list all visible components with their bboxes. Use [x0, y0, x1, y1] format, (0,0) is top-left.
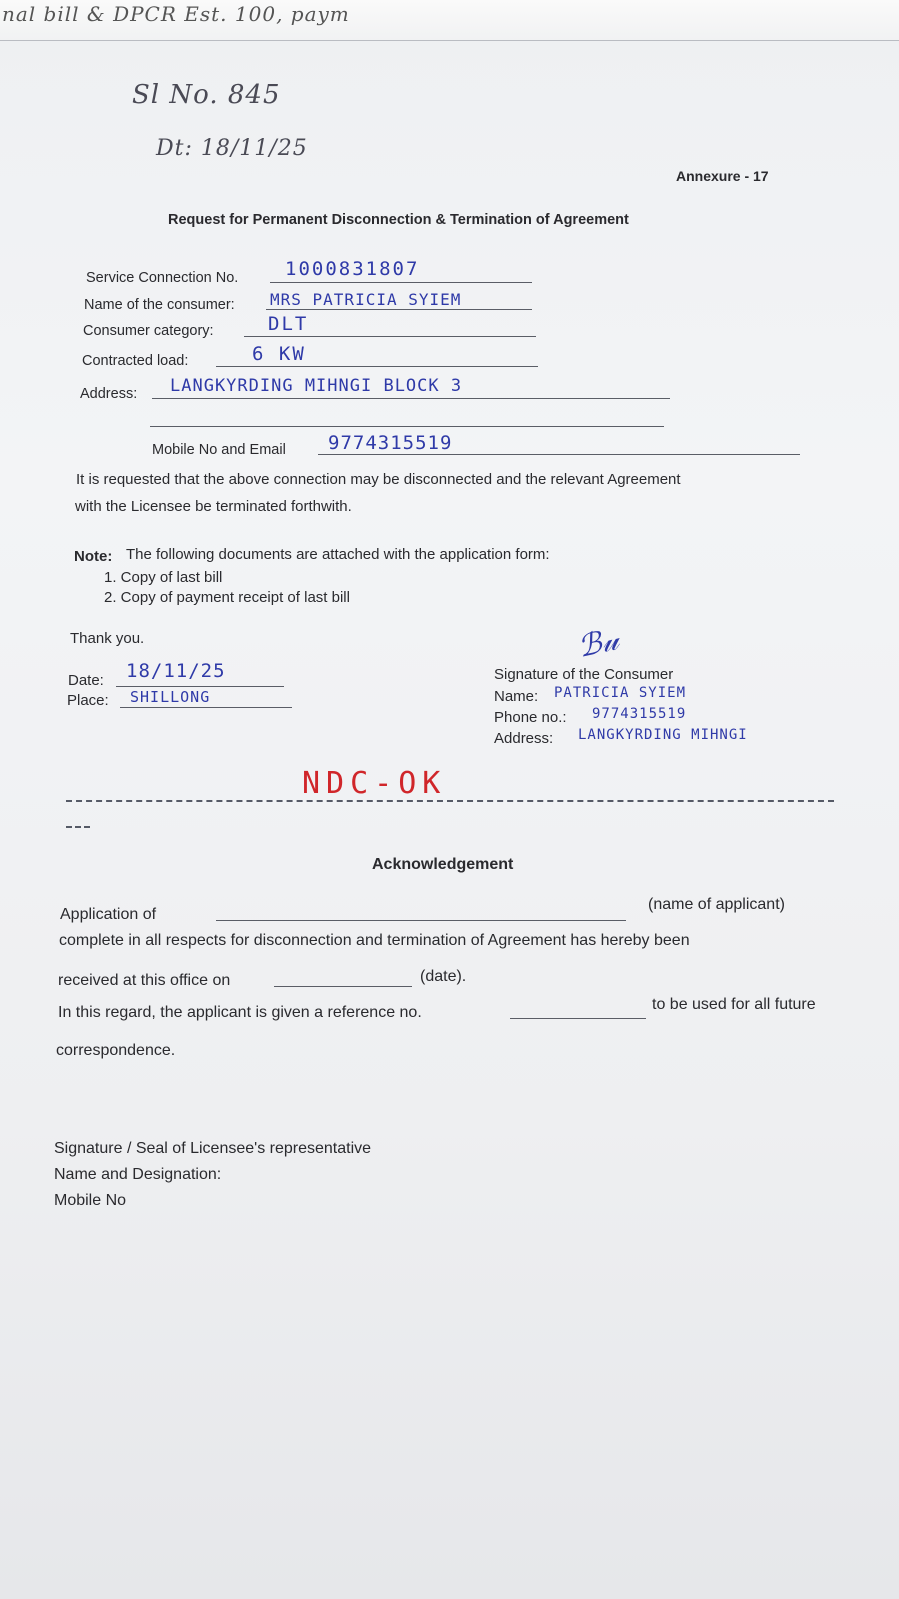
- consumer-category-label: Consumer category:: [83, 323, 214, 339]
- footer-signature-seal: Signature / Seal of Licensee's representative: [54, 1140, 372, 1157]
- ack-correspondence: correspondence.: [56, 1042, 176, 1059]
- dated: Dt: 18/11/25: [156, 136, 308, 161]
- ack-date-line: [274, 986, 412, 987]
- note-text: The following documents are attached with the application form:: [126, 546, 550, 563]
- cut-line: [66, 800, 834, 802]
- service-no-line: [270, 282, 532, 283]
- contracted-load-value: 6 KW: [252, 343, 306, 365]
- document-title: Request for Permanent Disconnection & Termination of Agreement: [168, 212, 629, 228]
- serial-number: Sl No. 845: [132, 80, 281, 110]
- ack-name-of-applicant: (name of applicant): [648, 896, 785, 913]
- address-label: Address:: [80, 386, 138, 402]
- contracted-load-line: [216, 366, 538, 367]
- ack-date-paren: (date).: [420, 968, 467, 985]
- ack-ref-blank: [510, 1018, 646, 1019]
- signature-phone-label: Phone no.:: [494, 709, 567, 726]
- top-handwritten-note: nal bill & DPCR Est. 100, paym: [2, 2, 350, 26]
- acknowledgement-title: Acknowledgement: [372, 856, 514, 873]
- signature-phone-value: 9774315519: [592, 706, 687, 722]
- ack-application-of: Application of: [60, 906, 157, 923]
- service-no-value: 1000831807: [285, 258, 420, 280]
- mobile-email-value: 9774315519: [328, 432, 453, 454]
- consumer-signature-mark: ℬ𝓊: [574, 622, 622, 665]
- date-value: 18/11/25: [126, 660, 226, 682]
- attachment-item-1: 1. Copy of last bill: [104, 569, 223, 586]
- note-label: Note:: [74, 548, 113, 565]
- place-line: [120, 707, 292, 708]
- mobile-email-line: [318, 454, 800, 455]
- cut-line-stub: [66, 826, 90, 828]
- consumer-name-line: [266, 309, 532, 310]
- address-line-2: [150, 426, 664, 427]
- place-value: SHILLONG: [130, 688, 211, 706]
- address-line-1: [152, 398, 670, 399]
- top-paper-strip: [0, 0, 899, 41]
- date-label: Date:: [68, 672, 104, 689]
- place-label: Place:: [67, 692, 109, 709]
- request-text-line2: with the Licensee be terminated forthwith.: [75, 498, 352, 515]
- consumer-category-value: DLT: [268, 313, 309, 335]
- footer-mobile: Mobile No: [54, 1192, 127, 1209]
- ack-line2: complete in all respects for disconnection and termination of Agreement has hereby been: [59, 932, 690, 949]
- consumer-name-value: MRS PATRICIA SYIEM: [270, 290, 462, 309]
- ack-received: received at this office on: [58, 972, 231, 989]
- signature-label: Signature of the Consumer: [494, 666, 674, 683]
- address-value: LANGKYRDING MIHNGI BLOCK 3: [170, 376, 463, 396]
- ndc-ok-stamp: NDC-OK: [302, 766, 447, 801]
- signature-address-label: Address:: [494, 730, 554, 747]
- date-line: [116, 686, 284, 687]
- annexure-label: Annexure - 17: [676, 168, 769, 184]
- consumer-name-label: Name of the consumer:: [84, 297, 235, 313]
- request-text-line1: It is requested that the above connection may be disconnected and the relevant Agreement: [76, 471, 681, 488]
- ack-ref-line: In this regard, the applicant is given a reference no.: [58, 1004, 422, 1021]
- ack-applicant-line: [216, 920, 626, 921]
- thank-you: Thank you.: [70, 630, 145, 647]
- signature-name-label: Name:: [494, 688, 539, 705]
- contracted-load-label: Contracted load:: [82, 353, 189, 369]
- signature-name-value: PATRICIA SYIEM: [554, 685, 687, 701]
- signature-address-value: LANGKYRDING MIHNGI: [578, 727, 748, 743]
- mobile-email-label: Mobile No and Email: [152, 442, 286, 458]
- consumer-category-line: [244, 336, 536, 337]
- attachment-item-2: 2. Copy of payment receipt of last bill: [104, 589, 350, 606]
- footer-name-designation: Name and Designation:: [54, 1166, 222, 1183]
- service-no-label: Service Connection No.: [86, 270, 239, 286]
- ack-future: to be used for all future: [652, 996, 816, 1013]
